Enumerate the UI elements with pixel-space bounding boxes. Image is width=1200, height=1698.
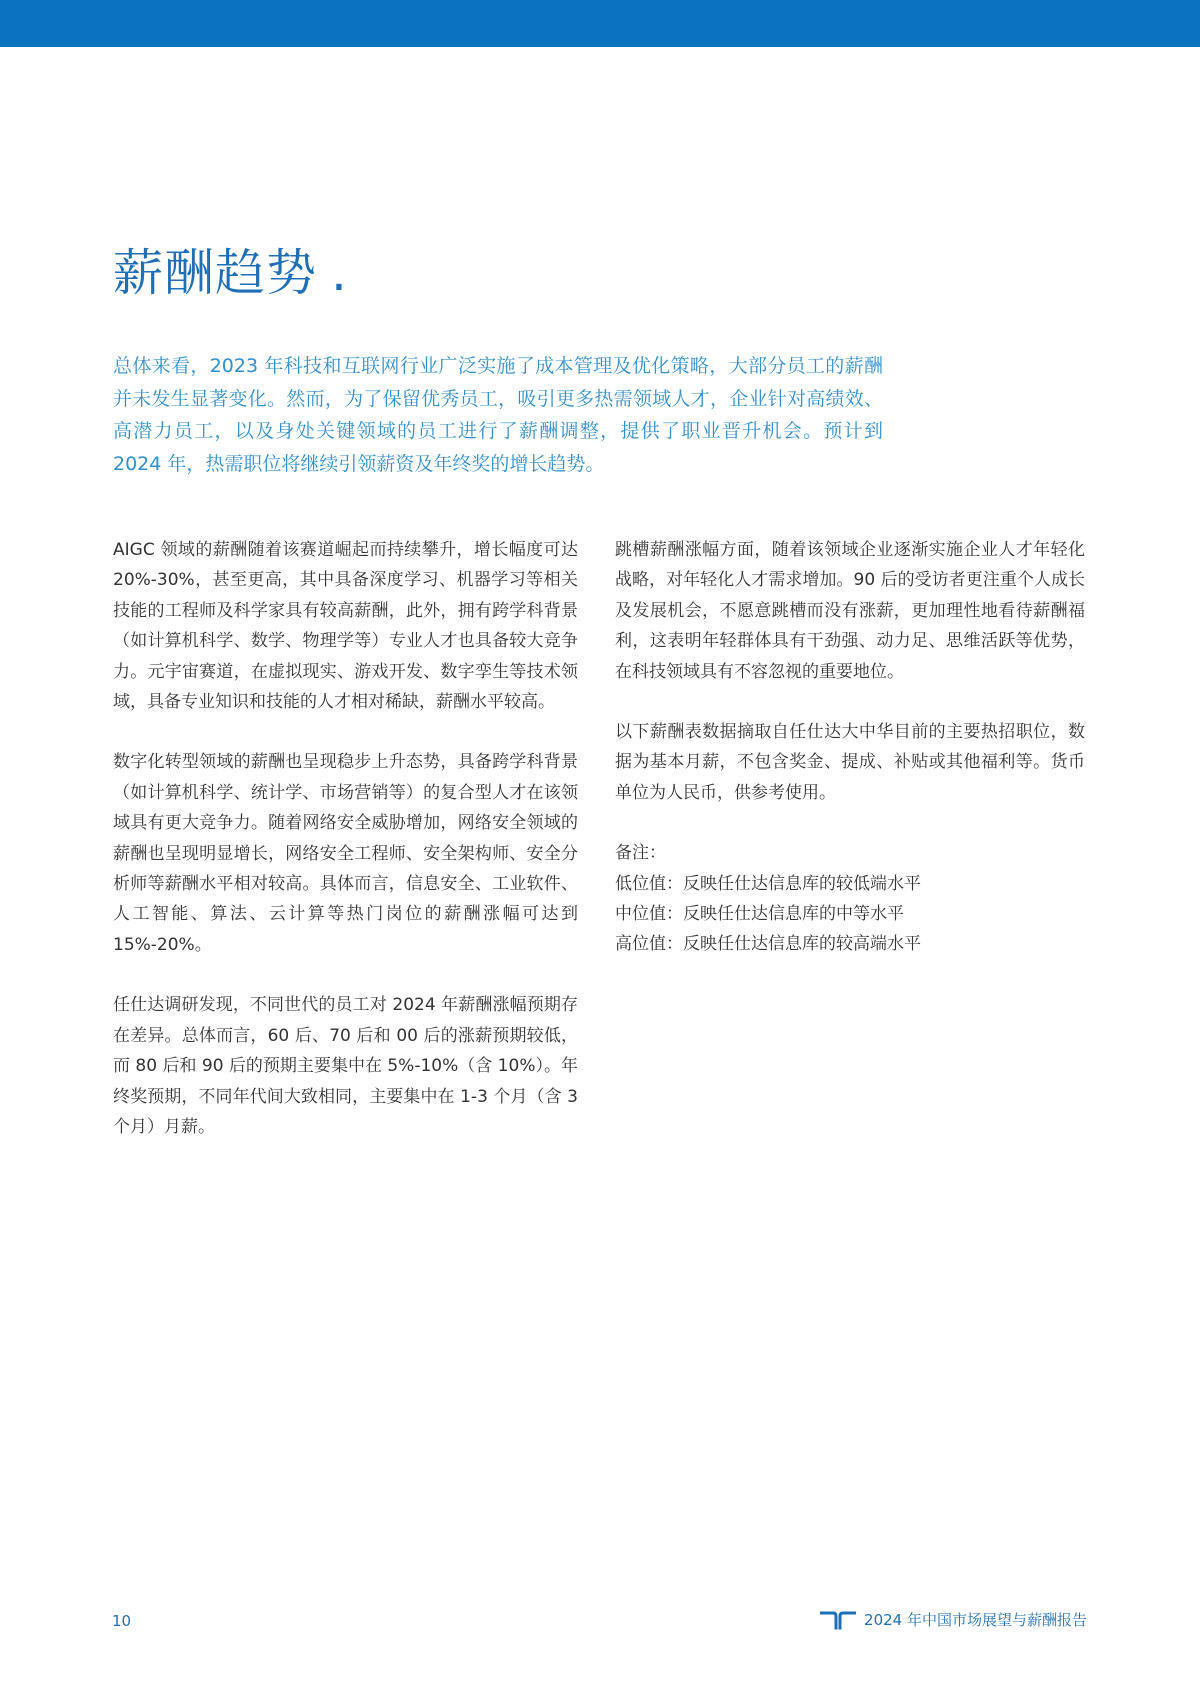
note-mid: 中位值：反映任仕达信息库的中等水平 <box>615 904 904 925</box>
right-column <box>615 535 1085 960</box>
header-bar <box>0 0 1200 47</box>
note-high: 高位值：反映任仕达信息库的较高端水平 <box>615 934 921 955</box>
left-column <box>113 535 578 1172</box>
paragraph-digital-transformation: 数字化转型领域的薪酬也呈现稳步上升态势，具备跨学科背景（如计算机科学、统计学、市场营销等）的复合型人才在该领域具有更大竞争力。随着网络安全威胁增加，网络安全领域的薪酬也呈现明显增长，网络安全工程师、安全架构师、安全分析师等薪酬水平相对较高。具体而言，信息安全、工业软件、人工智能、算法、云计算等热门岗位的薪酬涨幅可达到 15%-20%。 <box>113 752 578 955</box>
page-title <box>113 246 348 301</box>
intro-paragraph: 总体来看，2023 年科技和互联网行业广泛实施了成本管理及优化策略，大部分员工的薪酬并未发生显著变化。然而，为了保留优秀员工，吸引更多热需领域人才，企业针对高绩效、高潜力员工，以及身处关键领域的员工进行了薪酬调整，提供了职业晋升机会。预计到 2024 年，热需职位将继续引领薪资及年终奖的增长趋势。 <box>113 355 883 475</box>
paragraph-generations: 任仕达调研发现，不同世代的员工对 2024 年薪酬涨幅预期存在差异。总体而言，60 后、70 后和 00 后的涨薪预期较低，而 80 后和 90 后的预期主要集中在 5%-10%（含 10%）。年终奖预期，不同年代间大致相同，主要集中在 1-3 个月（含 3 个月）月薪。 <box>113 995 578 1137</box>
randstad-logo-icon <box>820 1610 856 1630</box>
paragraph-job-hopping: 跳槽薪酬涨幅方面，随着该领域企业逐渐实施企业人才年轻化战略，对年轻化人才需求增加。90 后的受访者更注重个人成长及发展机会，不愿意跳槽而没有涨薪，更加理性地看待薪酬福利，这表明年轻群体具有干劲强、动力足、思维活跃等优势，在科技领域具有不容忽视的重要地位。 <box>615 540 1085 682</box>
footer-brand <box>820 1609 1087 1630</box>
paragraph-salary-table-note: 以下薪酬表数据摘取自任仕达大中华目前的主要热招职位，数据为基本月薪，不包含奖金、提成、补贴或其他福利等。货币单位为人民币，供参考使用。 <box>615 722 1085 803</box>
report-title: 2024 年中国市场展望与薪酬报告 <box>864 1611 1087 1629</box>
page-title-text: 薪酬趋势 <box>113 244 317 302</box>
title-dot: . <box>331 244 348 302</box>
notes-block <box>615 838 1085 960</box>
paragraph-aigc: AIGC 领域的薪酬随着该赛道崛起而持续攀升，增长幅度可达 20%-30%，甚至更高，其中具备深度学习、机器学习等相关技能的工程师及科学家具有较高薪酬，此外，拥有跨学科背景（如计算机科学、数学、物理学等）专业人才也具备较大竞争力。元宇宙赛道，在虚拟现实、游戏开发、数字孪生等技术领域，具备专业知识和技能的人才相对稀缺，薪酬水平较高。 <box>113 540 578 713</box>
note-low: 低位值：反映任仕达信息库的较低端水平 <box>615 873 921 894</box>
page-number: 10 <box>112 1612 132 1630</box>
notes-heading: 备注： <box>615 843 666 864</box>
